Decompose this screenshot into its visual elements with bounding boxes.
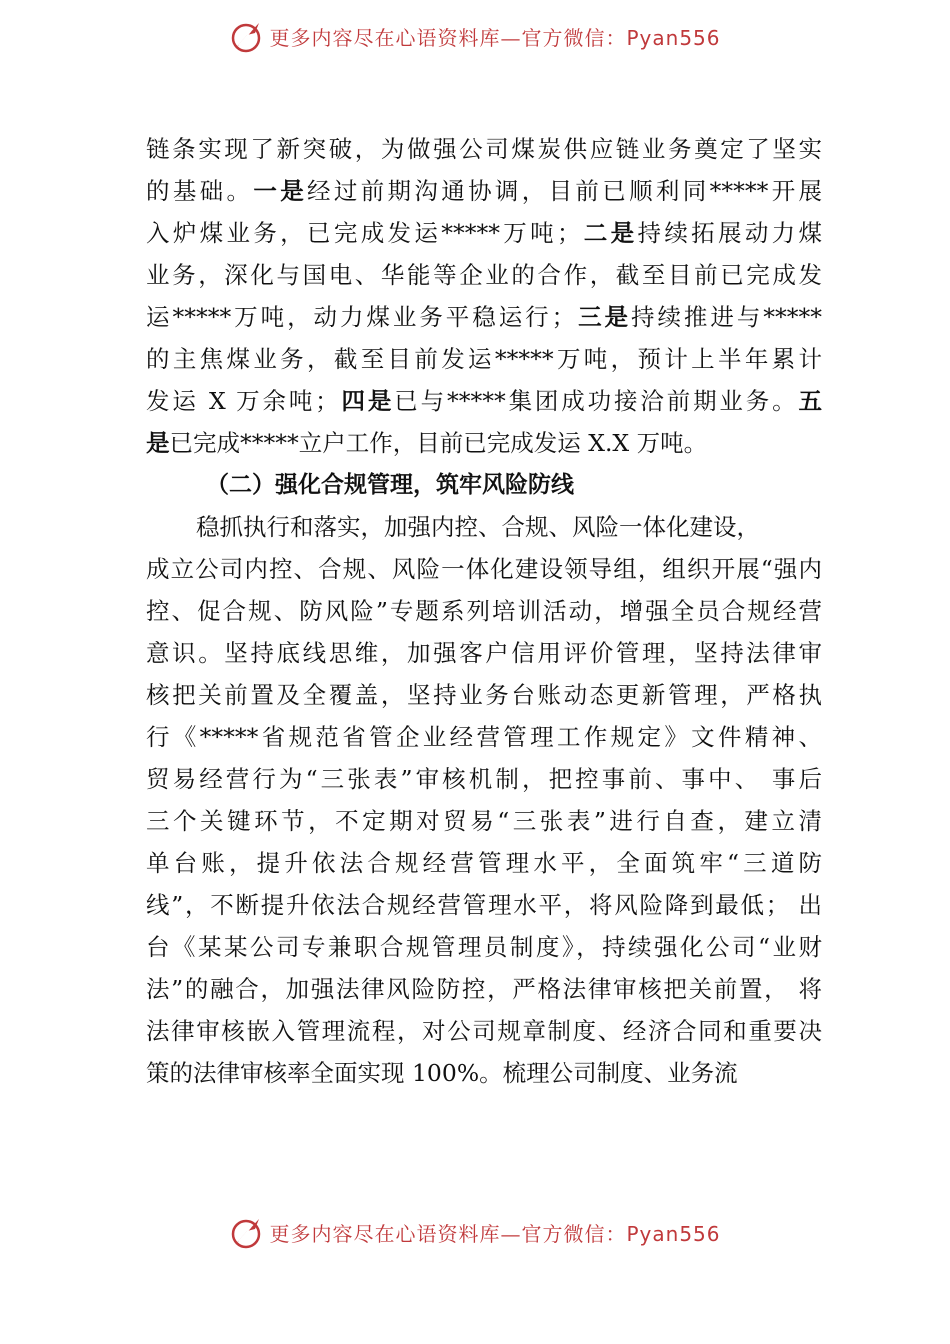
watermark-wechat-label: 官方微信： xyxy=(521,1221,627,1246)
text-run: 入炉煤业务，已完成发运*****万吨； xyxy=(146,219,581,247)
text-line: 法”的融合，加强法律风险防控，严格法律审核把关前置， 将 xyxy=(146,975,822,1003)
text-line: 控、促合规、防风险”专题系列培训活动，增强全员合规经营 xyxy=(146,597,822,625)
text-line: 稳抓执行和落实，加强内控、合规、风险一体化建设， xyxy=(196,513,760,541)
text-run: 已完成*****立户工作，目前已完成发运 X.X 万吨。 xyxy=(169,429,708,457)
text-run: 持续拓展动力煤 xyxy=(637,219,822,247)
watermark-wechat-id: Pyan556 xyxy=(626,1221,721,1246)
text-run: 经过前期沟通协调，目前已顺利同*****开展 xyxy=(307,177,822,205)
text-line xyxy=(146,254,822,296)
text-line xyxy=(146,296,822,338)
bold-run: 四是 xyxy=(338,387,395,415)
text-line: 意识。坚持底线思维，加强客户信用评价管理，坚持法律审 xyxy=(146,639,822,667)
text-line: 三个关键环节，不定期对贸易“三张表”进行自查，建立清 xyxy=(146,807,822,835)
watermark-site: 更多内容尽在心语资料库 xyxy=(269,25,501,50)
bold-run: 是 xyxy=(146,429,170,457)
text-line: 策的法律审核率全面实现 100%。梳理公司制度、业务流 xyxy=(146,1059,738,1087)
text-run: 发运 X 万余吨； xyxy=(146,387,339,415)
bold-run: 二是 xyxy=(580,219,638,247)
bold-run: 三是 xyxy=(575,303,631,331)
quill-logo-icon xyxy=(229,19,263,53)
watermark-separator: — xyxy=(500,25,522,50)
text-line xyxy=(146,170,822,212)
text-run: 运*****万吨，动力煤业务平稳运行； xyxy=(146,303,576,331)
text-line: 单台账，提升依法合规经营管理水平，全面筑牢“三道防 xyxy=(146,849,822,877)
text-run: 业务，深化与国电、华能等企业的合作，截至目前已完成发 xyxy=(146,261,822,289)
paragraph-compliance xyxy=(146,506,822,1094)
text-run: 持续推进与***** xyxy=(631,303,822,331)
footer-watermark xyxy=(0,1212,950,1252)
text-run: 已与*****集团成功接洽前期业务。 xyxy=(394,387,799,415)
text-line: 台《某某公司专兼职合规管理员制度》，持续强化公司“业财 xyxy=(146,933,822,961)
watermark-separator: — xyxy=(500,1221,522,1246)
text-line xyxy=(146,212,822,254)
text-line: 核把关前置及全覆盖，坚持业务台账动态更新管理，严格执 xyxy=(146,681,822,709)
watermark-wechat-label: 官方微信： xyxy=(521,25,627,50)
text-line xyxy=(146,338,822,380)
text-run: 链条实现了新突破，为做强公司煤炭供应链业务奠定了坚实 xyxy=(146,135,822,163)
header-watermark xyxy=(0,16,950,56)
text-line xyxy=(146,380,822,422)
text-line xyxy=(146,422,822,464)
text-line: 法律审核嵌入管理流程，对公司规章制度、经济合同和重要决 xyxy=(146,1017,822,1045)
watermark-site: 更多内容尽在心语资料库 xyxy=(269,1221,501,1246)
paragraph-supply-chain xyxy=(146,128,822,464)
text-line: 行《*****省规范省管企业经营管理工作规定》文件精神、 xyxy=(146,723,822,751)
bold-run: 五 xyxy=(798,387,822,415)
document-body xyxy=(146,128,822,1094)
text-run: 的基础。 xyxy=(146,177,254,205)
text-line: 线”，不断提升依法合规经营管理水平，将风险降到最低； 出 xyxy=(146,891,822,919)
section-heading: （二）强化合规管理，筑牢风险防线 xyxy=(206,472,574,498)
text-run: 的主焦煤业务，截至目前发运*****万吨，预计上半年累计 xyxy=(146,345,822,373)
text-line: 贸易经营行为“三张表”审核机制，把控事前、事中、 事后 xyxy=(146,765,822,793)
text-line: 成立公司内控、合规、风险一体化建设领导组，组织开展“强内 xyxy=(146,555,822,583)
bold-run: 一是 xyxy=(253,177,308,205)
text-line xyxy=(146,128,822,170)
watermark-wechat-id: Pyan556 xyxy=(626,25,721,50)
quill-logo-icon xyxy=(229,1215,263,1249)
